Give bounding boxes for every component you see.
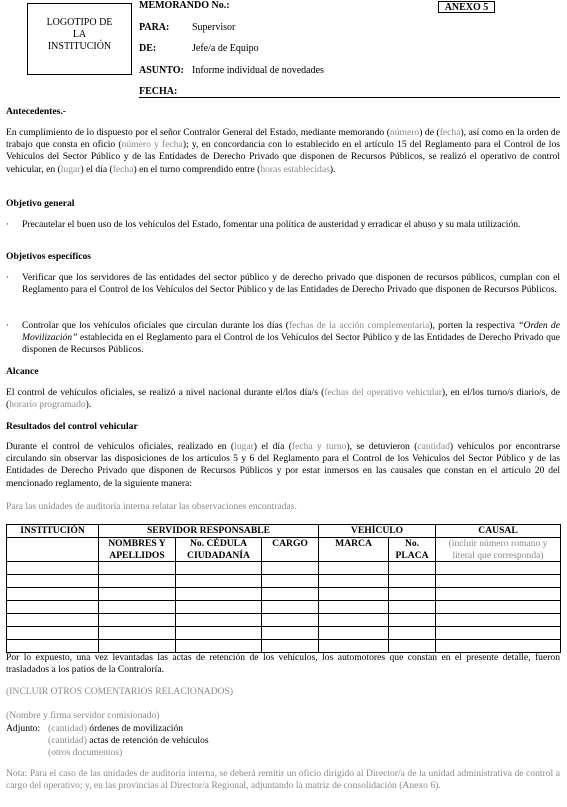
placeholder: número y fecha bbox=[121, 139, 183, 151]
text: órdenes de movilización bbox=[86, 723, 184, 734]
de-label: DE: bbox=[139, 43, 157, 54]
table-cell bbox=[319, 588, 389, 601]
table-cell bbox=[176, 614, 262, 627]
bullet-icon: · bbox=[6, 320, 10, 331]
table-row bbox=[7, 614, 561, 627]
text: ) de ( bbox=[419, 127, 440, 138]
objetivo-general-text: Precautelar el buen uso de los vehículos del Estado, fomentar una política de austeridad y erradicar el abuso y su mala utilización. bbox=[22, 219, 521, 230]
table-cell bbox=[436, 627, 561, 640]
table-cell bbox=[262, 614, 319, 627]
resultados-note: Para las unidades de auditoría interna relatar las observaciones encontradas. bbox=[6, 501, 297, 512]
col-marca: MARCA bbox=[319, 538, 389, 562]
col-nombres-apellidos bbox=[99, 538, 176, 562]
closing-paragraph: Por lo expuesto, una vez levantadas las actas de retención de los vehículos, los automotores que constan en el presente detalle, fueron trasladados a los patios de la Contraloría. bbox=[6, 652, 560, 676]
table-cell bbox=[319, 627, 389, 640]
causal-note: (incluir número romano y literal que corresponda) bbox=[436, 538, 561, 562]
table-cell bbox=[262, 588, 319, 601]
table-cell bbox=[436, 640, 561, 653]
antecedentes-paragraph bbox=[6, 127, 560, 176]
table-cell bbox=[389, 627, 436, 640]
table-cell bbox=[319, 601, 389, 614]
col-servidor-responsable: SERVIDOR RESPONSABLE bbox=[99, 525, 319, 538]
table-cell bbox=[262, 627, 319, 640]
table-cell bbox=[389, 575, 436, 588]
text: ); y, en concordancia con lo establecido en el artículo 15 del Reglamento para el Control de los Vehículos del Sector Público y de las Entidades de Derecho Privado que disponen de Recursos Públicos, se realizó el operativo de control vehicular, en ( bbox=[6, 139, 560, 175]
table-cell bbox=[7, 614, 99, 627]
table-row bbox=[7, 627, 561, 640]
table-cell bbox=[389, 562, 436, 575]
table-cell bbox=[99, 640, 176, 653]
table-cell bbox=[319, 575, 389, 588]
text: En cumplimiento de lo dispuesto por el señor Contralor General del Estado, mediante memorando ( bbox=[6, 127, 390, 138]
para-label: PARA: bbox=[139, 22, 170, 33]
table-row bbox=[7, 588, 561, 601]
col-vehiculo: VEHÍCULO bbox=[319, 525, 436, 538]
table-cell bbox=[7, 601, 99, 614]
table-cell bbox=[7, 562, 99, 575]
header-text: No. bbox=[404, 538, 420, 549]
objetivo-general-heading: Objetivo general bbox=[6, 198, 75, 209]
table-cell bbox=[389, 601, 436, 614]
table-row bbox=[7, 575, 561, 588]
table-cell bbox=[7, 575, 99, 588]
placeholder: fecha bbox=[439, 127, 461, 138]
text: actas de retención de vehículos bbox=[86, 735, 209, 746]
text: Durante el control de vehículos oficiales, realizado en ( bbox=[6, 441, 235, 452]
logo-line-1: LOGOTIPO DE bbox=[46, 17, 113, 28]
table-cell bbox=[436, 614, 561, 627]
text: Controlar que los vehículos oficiales que circulan durante los días ( bbox=[22, 320, 289, 331]
adjunto-item-3: (otros documentos) bbox=[48, 747, 123, 758]
objetivo-especifico-2 bbox=[22, 320, 560, 357]
table-cell bbox=[7, 627, 99, 640]
table-cell bbox=[319, 614, 389, 627]
table-cell bbox=[99, 614, 176, 627]
col-cargo: CARGO bbox=[262, 538, 319, 562]
adjunto-item-2 bbox=[48, 735, 209, 747]
table-cell bbox=[99, 627, 176, 640]
header-text: No. CÉDULA bbox=[189, 538, 248, 549]
table-header-row bbox=[7, 525, 561, 538]
placeholder: fechas del operativo vehicular bbox=[324, 387, 442, 398]
para-value: Supervisor bbox=[192, 22, 236, 33]
table-cell bbox=[7, 588, 99, 601]
placeholder: fechas de la acción complementaria bbox=[288, 320, 430, 331]
asunto-value: Informe individual de novedades bbox=[192, 65, 324, 76]
table-cell bbox=[99, 575, 176, 588]
table-row bbox=[7, 562, 561, 575]
table-cell bbox=[436, 601, 561, 614]
placeholder: horas establecidas bbox=[260, 163, 330, 175]
table-cell bbox=[176, 601, 262, 614]
header-text: NOMBRES Y bbox=[108, 538, 166, 549]
table-cell bbox=[436, 575, 561, 588]
text: “Orden de Movilización” bbox=[22, 320, 560, 344]
nota-paragraph: Nota: Para el caso de las unidades de auditoría interna, se deberá remitir un oficio dirigido al Director/a de la unidad administrativa de control a cargo del operativo; y, en las provincias al Director/a Regional, adjuntando la matriz de consolidación (Anexo 6). bbox=[6, 768, 560, 792]
table-cell bbox=[7, 538, 99, 562]
table-cell bbox=[319, 640, 389, 653]
bullet-icon: · bbox=[6, 272, 10, 283]
header-text: PLACA bbox=[395, 549, 429, 561]
alcance-heading: Alcance bbox=[6, 366, 39, 377]
text: ) en el turno comprendido entre ( bbox=[133, 163, 261, 175]
text: ). bbox=[329, 163, 336, 175]
asunto-label: ASUNTO: bbox=[139, 65, 184, 76]
adjunto-label: Adjunto: bbox=[6, 723, 41, 734]
placeholder: (cantidad) bbox=[48, 723, 87, 734]
de-value: Jefe/a de Equipo bbox=[192, 43, 259, 54]
text: ). bbox=[85, 399, 92, 411]
table-cell bbox=[319, 562, 389, 575]
adjunto-item-1 bbox=[48, 723, 183, 735]
table-cell bbox=[176, 588, 262, 601]
placeholder: lugar bbox=[60, 163, 81, 175]
table-cell bbox=[389, 614, 436, 627]
table-row bbox=[7, 601, 561, 614]
text: ) vehículos por encontrarse circulando sin observar las disposiciones de los artículos 5 y 6 del Reglamento para el Control de los Vehículos del Sector Público y de las Entidades de Derecho Privado que disponen de Recursos Públicos y por estar inmersos en las causales que constan en el artículo 20 del mencionado reglamento, de la siguiente manera: bbox=[6, 441, 560, 489]
table-subheader-row bbox=[7, 538, 561, 562]
text: ) el día ( bbox=[253, 441, 292, 452]
table-cell bbox=[176, 562, 262, 575]
table-cell bbox=[389, 588, 436, 601]
logo-line-2: LA bbox=[72, 29, 87, 40]
text: ), se detuvieron ( bbox=[346, 441, 418, 452]
logo-placeholder bbox=[27, 3, 132, 75]
text: El control de vehículos oficiales, se realizó a nivel nacional durante el/los día/s ( bbox=[6, 387, 325, 398]
comentarios-placeholder: (INCLUIR OTROS COMENTARIOS RELACIONADOS) bbox=[6, 686, 234, 697]
anexo-badge: ANEXO 5 bbox=[438, 1, 495, 13]
table-cell bbox=[262, 601, 319, 614]
table-cell bbox=[176, 627, 262, 640]
placeholder: (cantidad) bbox=[48, 735, 87, 746]
memo-number-label: MEMORANDO No.: bbox=[139, 0, 230, 11]
placeholder: horario programado bbox=[9, 399, 86, 411]
table-cell bbox=[262, 562, 319, 575]
placeholder: número bbox=[389, 127, 420, 138]
placeholder: cantidad bbox=[417, 441, 450, 452]
firma-placeholder: (Nombre y firma servidor comisionado) bbox=[6, 710, 160, 721]
placeholder: lugar bbox=[234, 441, 254, 452]
col-placa bbox=[389, 538, 436, 562]
placeholder: fecha y turno bbox=[291, 441, 347, 452]
header-text: APELLIDOS bbox=[109, 549, 165, 561]
placeholder: fecha bbox=[112, 163, 134, 175]
objetivo-especifico-1: Verificar que los servidores de las entidades del sector público y de derecho privado que disponen de recursos públicos, cumplan con el Reglamento para el Control de los Vehículos del Sector Público y de las Entidades de Derecho Privado que disponen de Recursos Públicos. bbox=[22, 272, 560, 296]
table-row bbox=[7, 640, 561, 653]
col-causal: CAUSAL bbox=[436, 525, 561, 538]
resultados-paragraph bbox=[6, 441, 560, 490]
table-cell bbox=[7, 640, 99, 653]
table-cell bbox=[389, 640, 436, 653]
objetivos-especificos-heading: Objetivos específicos bbox=[6, 251, 91, 262]
header-text: CIUDADANÍA bbox=[187, 549, 250, 561]
col-institucion: INSTITUCIÓN bbox=[7, 525, 99, 538]
text: ), así como en la orden de trabajo que consta en oficio ( bbox=[6, 127, 560, 151]
text: establecida en el Reglamento para el Control de los Vehículos del Sector Público y de las Entidades de Derecho Privado que disponen de Recursos Públicos. bbox=[22, 332, 560, 356]
antecedentes-heading: Antecedentes.- bbox=[6, 106, 66, 117]
table-cell bbox=[176, 575, 262, 588]
table-cell bbox=[436, 588, 561, 601]
table-cell bbox=[262, 640, 319, 653]
resultados-heading: Resultados del control vehicular bbox=[6, 421, 138, 432]
results-table bbox=[6, 524, 561, 653]
text: ) el día ( bbox=[80, 163, 113, 175]
table-cell bbox=[99, 588, 176, 601]
table-cell bbox=[436, 562, 561, 575]
header-divider bbox=[139, 97, 560, 98]
table-cell bbox=[262, 575, 319, 588]
text: ), en el/los turno/s diario/s, de ( bbox=[6, 387, 560, 411]
logo-line-3: INSTITUCIÓN bbox=[47, 41, 112, 52]
bullet-icon: · bbox=[6, 219, 10, 230]
alcance-paragraph bbox=[6, 387, 560, 411]
table-cell bbox=[99, 601, 176, 614]
table-cell bbox=[99, 562, 176, 575]
col-cedula bbox=[176, 538, 262, 562]
table-cell bbox=[176, 640, 262, 653]
fecha-label: FECHA: bbox=[139, 86, 178, 97]
text: ), porten la respectiva bbox=[429, 320, 519, 331]
